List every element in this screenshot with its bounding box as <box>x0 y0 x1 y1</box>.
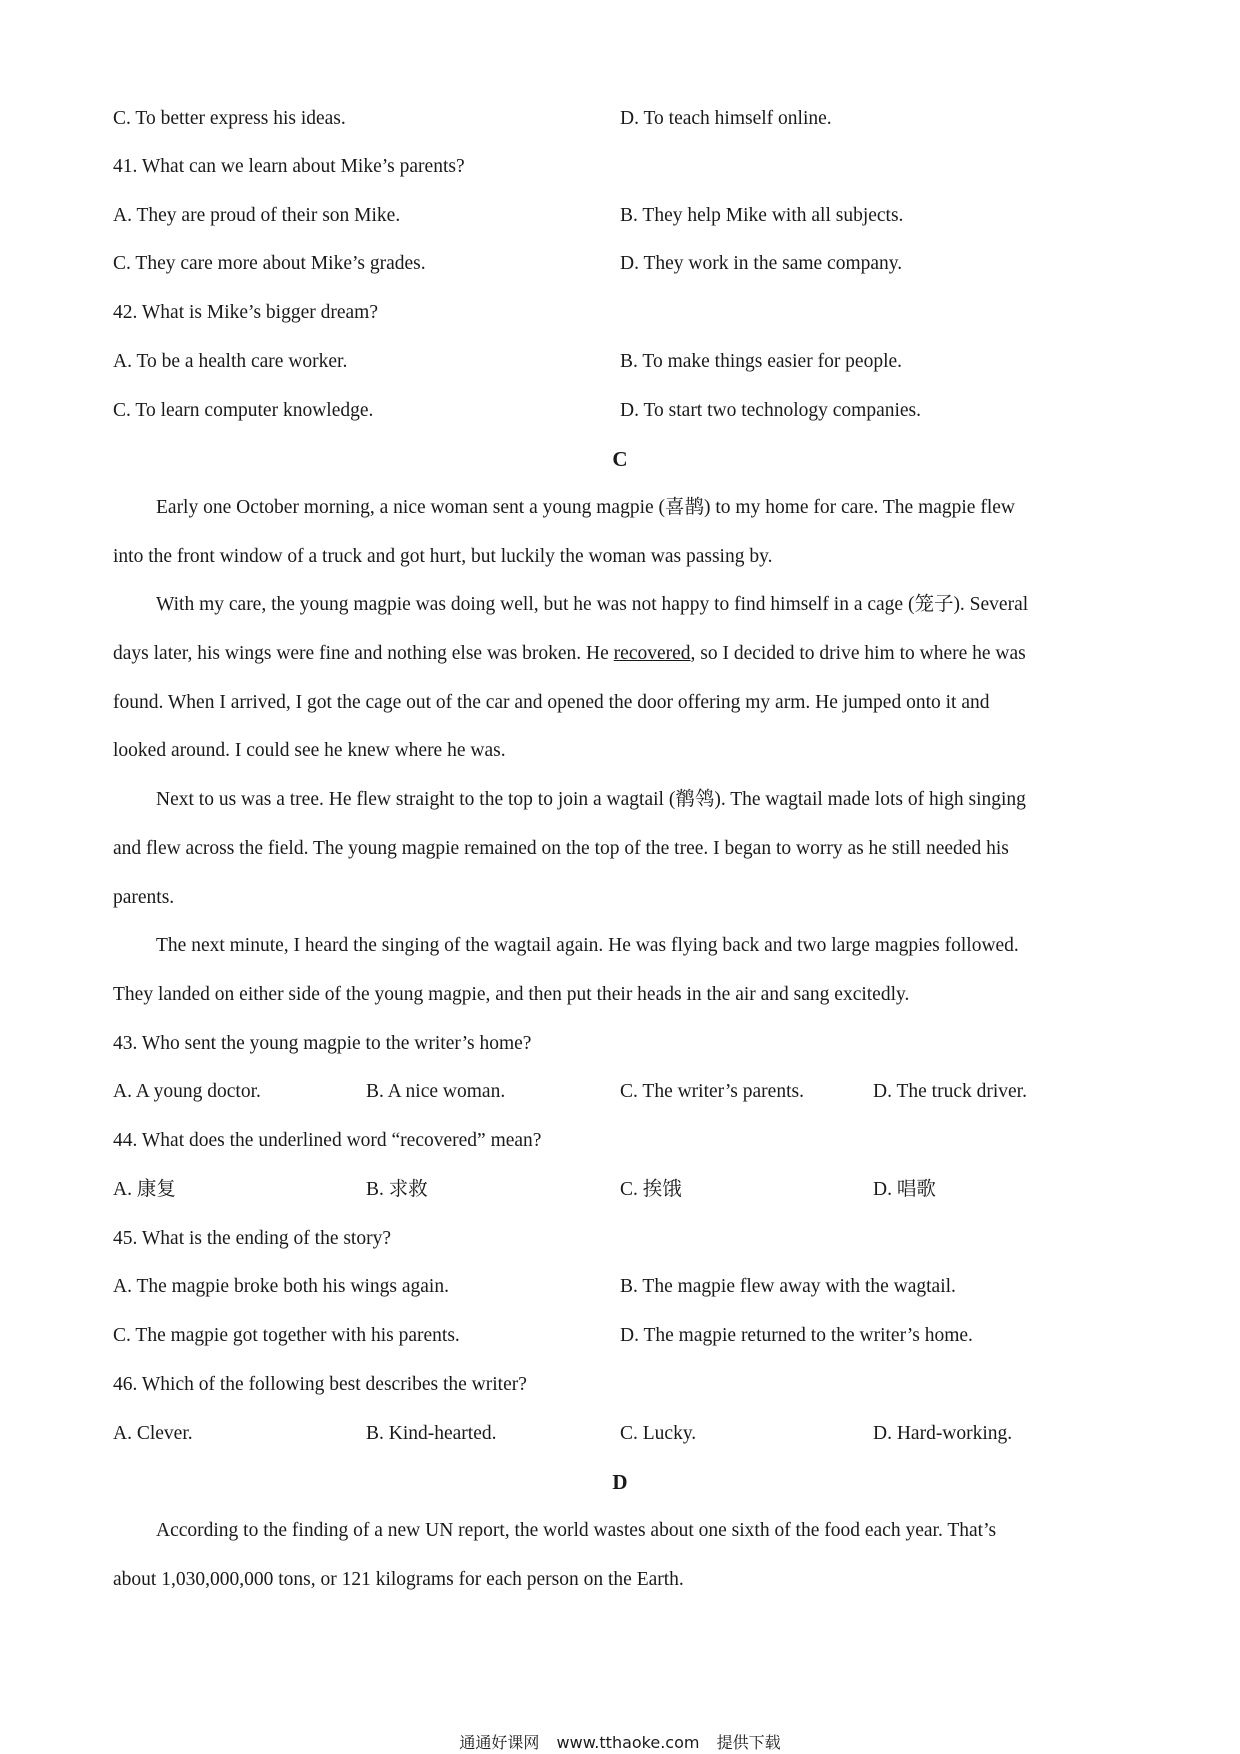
q42-option-a: A. To be a health care worker. <box>113 351 348 372</box>
q41-option-d: D. They work in the same company. <box>620 253 903 274</box>
footer-url[interactable]: www.tthaoke.com <box>556 1733 700 1752</box>
q46-stem: 46. Which of the following best describes the writer? <box>113 1374 527 1395</box>
q40-option-d: D. To teach himself online. <box>620 108 832 129</box>
q43-stem: 43. Who sent the young magpie to the writer’s home? <box>113 1033 532 1054</box>
q45-option-b: B. The magpie flew away with the wagtail. <box>620 1276 956 1297</box>
q45-option-a: A. The magpie broke both his wings again. <box>113 1276 449 1297</box>
passage-c-p2-line3: found. When I arrived, I got the cage out of the car and opened the door offering my arm. He jumped onto it and <box>113 692 990 713</box>
q46-option-b: B. Kind-hearted. <box>366 1423 497 1444</box>
underlined-word-recovered: recovered <box>613 643 691 664</box>
passage-c-p4-line2: They landed on either side of the young magpie, and then put their heads in the air and sang excitedly. <box>113 984 910 1005</box>
q46-option-a: A. Clever. <box>113 1423 193 1444</box>
q44-stem: 44. What does the underlined word “recovered” mean? <box>113 1130 542 1151</box>
passage-c-p2-line1: With my care, the young magpie was doing well, but he was not happy to find himself in a cage (笼子). Several <box>156 594 1029 615</box>
q41-option-a: A. They are proud of their son Mike. <box>113 205 401 226</box>
q41-stem: 41. What can we learn about Mike’s parents? <box>113 156 465 177</box>
passage-c-p3-line2: and flew across the field. The young magpie remained on the top of the tree. I began to worry as he still needed his <box>113 838 1009 859</box>
q40-option-c: C. To better express his ideas. <box>113 108 346 129</box>
q43-option-a: A. A young doctor. <box>113 1081 261 1102</box>
section-d-heading: D <box>612 1470 628 1494</box>
passage-c-p4-line1: The next minute, I heard the singing of the wagtail again. He was flying back and two large magpies followed. <box>156 935 1019 956</box>
q44-option-c: C. 挨饿 <box>620 1179 682 1200</box>
q46-option-c: C. Lucky. <box>620 1423 697 1444</box>
q43-option-c: C. The writer’s parents. <box>620 1081 804 1102</box>
q45-stem: 45. What is the ending of the story? <box>113 1228 391 1249</box>
q45-option-d: D. The magpie returned to the writer’s home. <box>620 1325 973 1346</box>
passage-c-p2-line2 <box>113 642 1026 665</box>
q41-option-c: C. They care more about Mike’s grades. <box>113 253 426 274</box>
passage-d-p1-line1: According to the finding of a new UN report, the world wastes about one sixth of the food each year. That’s <box>156 1520 997 1541</box>
q42-stem: 42. What is Mike’s bigger dream? <box>113 302 378 323</box>
passage-c-p1-line1: Early one October morning, a nice woman sent a young magpie (喜鹊) to my home for care. The magpie flew <box>156 497 1015 518</box>
passage-c-p1-line2: into the front window of a truck and got hurt, but luckily the woman was passing by. <box>113 546 773 567</box>
page-footer <box>0 1730 1240 1753</box>
q45-option-c: C. The magpie got together with his parents. <box>113 1325 460 1346</box>
q43-option-d: D. The truck driver. <box>873 1081 1027 1102</box>
passage-d-p1-line2: about 1,030,000,000 tons, or 121 kilograms for each person on the Earth. <box>113 1569 684 1590</box>
section-c-heading: C <box>612 447 628 471</box>
q43-option-b: B. A nice woman. <box>366 1081 506 1102</box>
q44-option-a: A. 康复 <box>113 1179 176 1200</box>
q44-option-d: D. 唱歌 <box>873 1179 936 1200</box>
passage-c-p3-line3: parents. <box>113 887 175 908</box>
q41-option-b: B. They help Mike with all subjects. <box>620 205 904 226</box>
passage-c-p2-line2-pre: days later, his wings were fine and nothing else was broken. He <box>113 643 614 664</box>
passage-c-p2-line4: looked around. I could see he knew where he was. <box>113 740 506 761</box>
q46-option-d: D. Hard-working. <box>873 1423 1013 1444</box>
passage-c-p2-line2-post: , so I decided to drive him to where he was <box>690 643 1026 664</box>
q44-option-b: B. 求救 <box>366 1179 428 1200</box>
q42-option-b: B. To make things easier for people. <box>620 351 903 372</box>
footer-tagline: 提供下载 <box>716 1733 781 1752</box>
q42-option-c: C. To learn computer knowledge. <box>113 400 374 421</box>
passage-c-p3-line1: Next to us was a tree. He flew straight to the top to join a wagtail (鹡鸰). The wagtail made lots of high singing <box>156 789 1026 810</box>
q42-option-d: D. To start two technology companies. <box>620 400 922 421</box>
footer-site-name: 通通好课网 <box>459 1733 540 1752</box>
